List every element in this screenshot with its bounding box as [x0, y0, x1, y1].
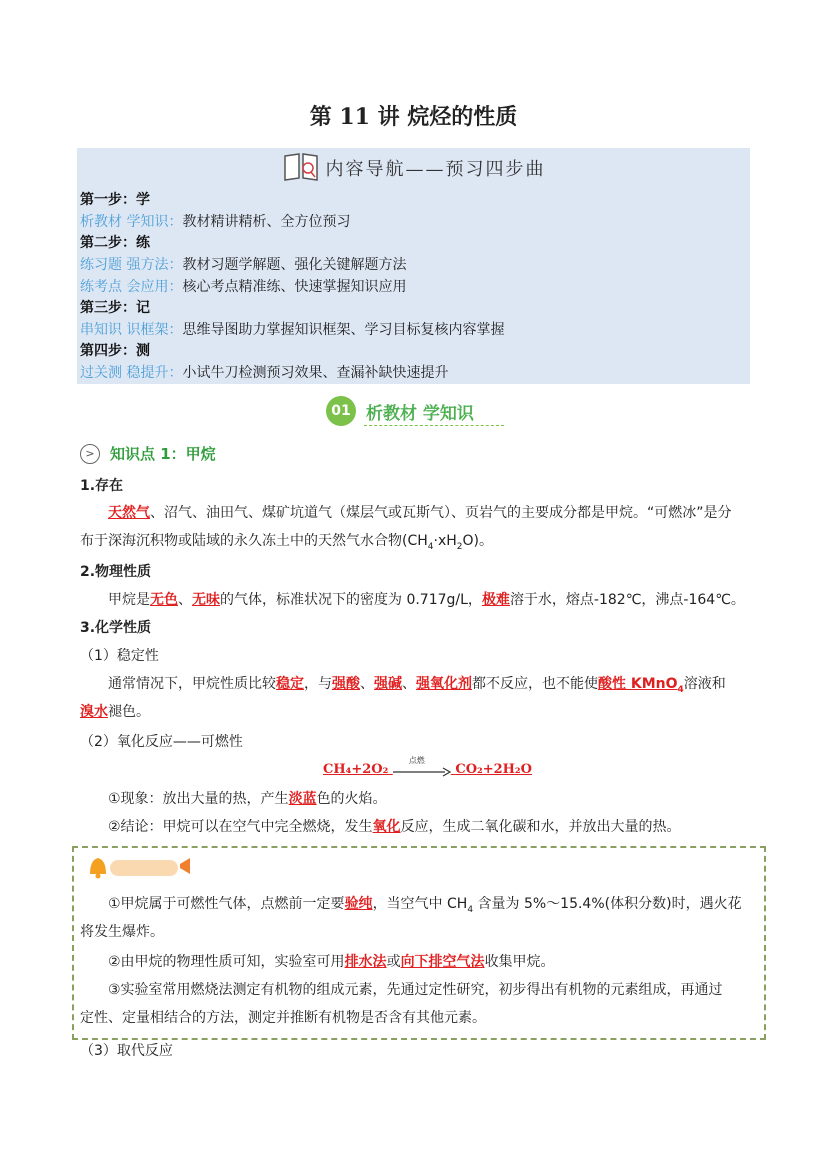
heading-existence: 1.存在 — [80, 478, 124, 494]
nav-row: 析教材 学知识：教材精讲精析、全方位预习 — [80, 214, 351, 230]
paragraph: 甲烷是无色、无味的气体，标准状况下的密度为 0.717g/L，极难溶于水，熔点-182℃，沸点-164℃。 — [108, 592, 745, 608]
paragraph: 将发生爆炸。 — [80, 924, 164, 940]
paragraph: 通常情况下，甲烷性质比较稳定，与强酸、强碱、强氧化剂都不反应，也不能使酸性 KMnO$_4$溶液和 — [108, 676, 726, 695]
nav-row: 串知识 识框架：思维导图助力掌握知识框架、学习目标复核内容掌握 — [80, 322, 505, 338]
book-icon — [282, 150, 320, 186]
nav-heading: 内容导航——预习四步曲 — [325, 159, 546, 180]
step-2: 第二步：练 — [80, 235, 150, 251]
content-navigation-box — [77, 148, 750, 384]
paragraph: ②结论：甲烷可以在空气中完全燃烧，发生氧化反应，生成二氧化碳和水，并放出大量的热。 — [108, 819, 681, 835]
nav-row: 过关测 稳提升：小试牛刀检测预习效果、查漏补缺快速提升 — [80, 365, 449, 381]
step-4: 第四步：测 — [80, 343, 150, 359]
paragraph: 布于深海沉积物或陆域的永久冻土中的天然气水合物$(CH_4\cdot xH_2O)$。 — [80, 533, 493, 552]
paragraph: 定性、定量相结合的方法，测定并推断有机物是否含有其他元素。 — [80, 1010, 486, 1026]
bell-icon — [84, 852, 194, 880]
subheading: （1）稳定性 — [80, 648, 159, 664]
nav-row: 练考点 会应用：核心考点精准练、快速掌握知识应用 — [80, 279, 407, 295]
combustion-equation: CH₄+2O₂ 点燃 CO₂+2H₂O — [323, 755, 532, 777]
section-number: 01 — [326, 396, 356, 426]
section-banner — [326, 394, 506, 428]
paragraph: ①现象：放出大量的热，产生淡蓝色的火焰。 — [108, 791, 387, 807]
section-label: 析教材 学知识 — [366, 404, 474, 424]
paragraph: ③实验室常用燃烧法测定有机物的组成元素，先通过定性研究，初步得出有机物的元素组成，再通过 — [108, 982, 723, 998]
knowledge-point-heading: > 知识点 1：甲烷 — [80, 443, 216, 464]
subheading: （2）氧化反应——可燃性 — [80, 734, 243, 750]
step-1: 第一步：学 — [80, 192, 150, 208]
subheading: （3）取代反应 — [80, 1043, 173, 1059]
paragraph: 溴水褪色。 — [80, 704, 150, 720]
paragraph: ①甲烷属于可燃性气体，点燃前一定要验纯，当空气中 $CH_4$ 含量为 5%～15.4%(体积分数)时，遇火花 — [108, 896, 742, 915]
heading-chemical: 3.化学性质 — [80, 620, 152, 636]
step-3: 第三步：记 — [80, 300, 150, 316]
paragraph: 天然气、沼气、油田气、煤矿坑道气（煤层气或瓦斯气）、页岩气的主要成分都是甲烷。“可燃冰”是分 — [108, 505, 732, 521]
page-title: 第 11 讲 烷烃的性质 — [309, 104, 518, 130]
chevron-right-icon: > — [80, 444, 100, 464]
section-underline — [364, 425, 504, 426]
paragraph: ②由甲烷的物理性质可知，实验室可用排水法或向下排空气法收集甲烷。 — [108, 954, 555, 970]
nav-header — [77, 148, 750, 188]
heading-physical: 2.物理性质 — [80, 564, 152, 580]
nav-row: 练习题 强方法：教材习题学解题、强化关键解题方法 — [80, 257, 407, 273]
